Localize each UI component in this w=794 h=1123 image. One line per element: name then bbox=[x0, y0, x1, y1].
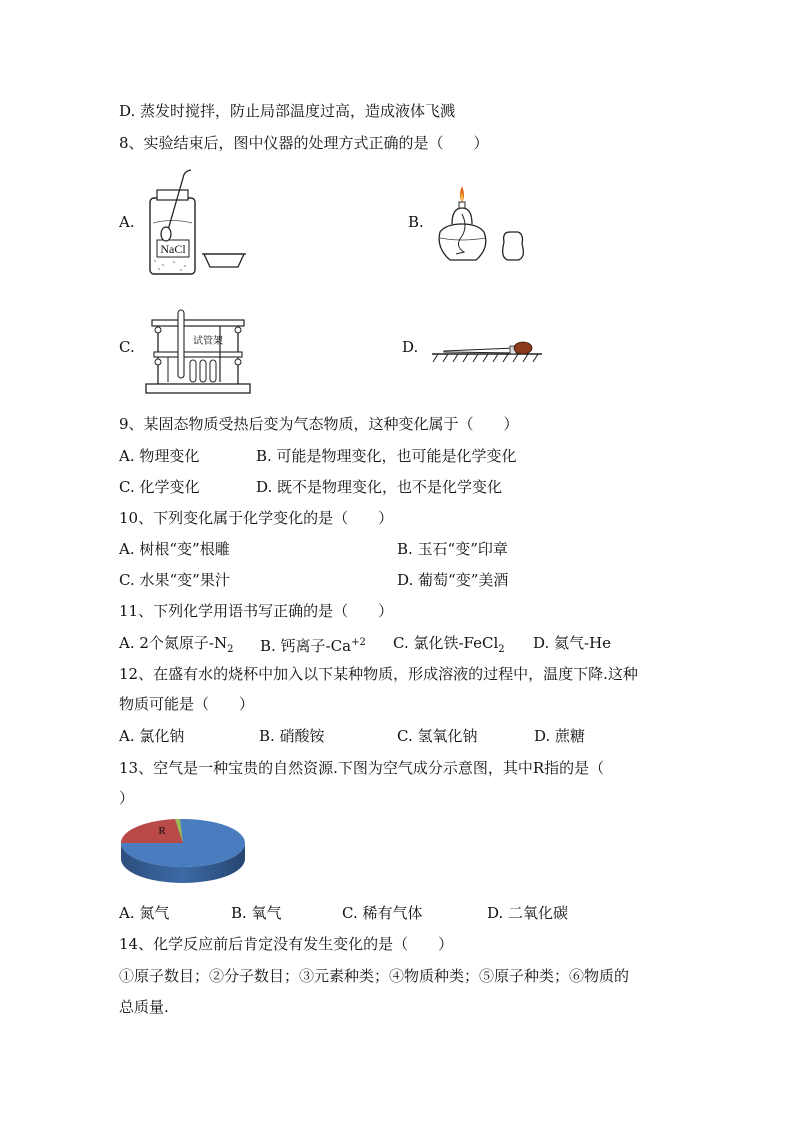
q10-option-d: D. 葡萄“变”美酒 bbox=[397, 571, 509, 589]
q14-items-line1: ①原子数目；②分子数目；③元素种类；④物质种类；⑤原子种类；⑥物质的 bbox=[119, 967, 630, 985]
q10-stem: 10、下列变化属于化学变化的是（ ） bbox=[119, 509, 394, 527]
q11-option-b: B. 钙离子$-Ca^{+2}$ bbox=[260, 637, 366, 655]
q12-option-d: D. 蔗糖 bbox=[534, 727, 586, 745]
q8-label-c: C. bbox=[119, 338, 135, 356]
pie-slice-r bbox=[121, 819, 183, 843]
q7-option-d: D. 蒸发时搅拌，防止局部温度过高，造成液体飞溅 bbox=[119, 102, 456, 120]
q8-stem: 8、实验结束后，图中仪器的处理方式正确的是（ ） bbox=[119, 134, 489, 152]
q9-option-a: A. 物理变化 bbox=[119, 447, 200, 465]
q8-label-a: A. bbox=[119, 213, 135, 231]
q13-stem-line1: 13、空气是一种宝贵的自然资源.下图为空气成分示意图，其中R指的是（ bbox=[119, 759, 605, 777]
q13-option-c: C. 稀有气体 bbox=[342, 904, 423, 922]
q10-option-b: B. 玉石“变”印章 bbox=[397, 540, 508, 558]
q13-air-composition-pie-chart bbox=[118, 813, 250, 889]
q9-option-d: D. 既不是物理变化，也不是化学变化 bbox=[256, 478, 503, 496]
q8-figure-d-dropper-on-table bbox=[432, 338, 544, 366]
pie-label-r: R bbox=[158, 825, 166, 837]
q8-label-d: D. bbox=[402, 338, 419, 356]
q10-option-a: A. 树根“变”根雕 bbox=[119, 540, 230, 558]
rack-label: 试管架 bbox=[193, 336, 223, 347]
q9-option-c: C. 化学变化 bbox=[119, 478, 200, 496]
q12-option-b: B. 硝酸铵 bbox=[259, 727, 325, 745]
q13-stem-line2: ） bbox=[119, 789, 135, 807]
q9-option-b: B. 可能是物理变化，也可能是化学变化 bbox=[256, 447, 517, 465]
q13-option-b: B. 氧气 bbox=[231, 904, 282, 922]
q12-stem-line1: 12、在盛有水的烧杯中加入以下某种物质，形成溶液的过程中，温度下降.这种 bbox=[119, 665, 638, 683]
q11-option-d: D. 氦气-He bbox=[533, 634, 612, 652]
q11-option-c: C. 氯化铁-FeCl$_2$ bbox=[393, 634, 505, 655]
q13-option-d: D. 二氧化碳 bbox=[487, 904, 569, 922]
nacl-label: NaCl bbox=[160, 242, 186, 256]
q13-option-a: A. 氮气 bbox=[119, 904, 170, 922]
q11-option-a: A. 2个氮原子$-N_2$ bbox=[119, 634, 234, 655]
q8-figure-c-test-tube-rack bbox=[142, 308, 254, 396]
q11-stem: 11、下列化学用语书写正确的是（ ） bbox=[119, 602, 394, 620]
q8-label-b: B. bbox=[408, 213, 424, 231]
q10-option-c: C. 水果“变”果汁 bbox=[119, 571, 230, 589]
q8-figure-a-nacl-bottle bbox=[140, 168, 255, 278]
q12-option-a: A. 氯化钠 bbox=[119, 727, 185, 745]
q8-figure-b-alcohol-lamp bbox=[430, 180, 530, 266]
q12-option-c: C. 氢氧化钠 bbox=[397, 727, 478, 745]
q9-stem: 9、某固态物质受热后变为气态物质，这种变化属于（ ） bbox=[119, 415, 519, 433]
q12-stem-line2: 物质可能是（ ） bbox=[119, 695, 255, 713]
q14-items-line2: 总质量. bbox=[119, 998, 169, 1016]
q14-stem: 14、化学反应前后肯定没有发生变化的是（ ） bbox=[119, 935, 454, 953]
